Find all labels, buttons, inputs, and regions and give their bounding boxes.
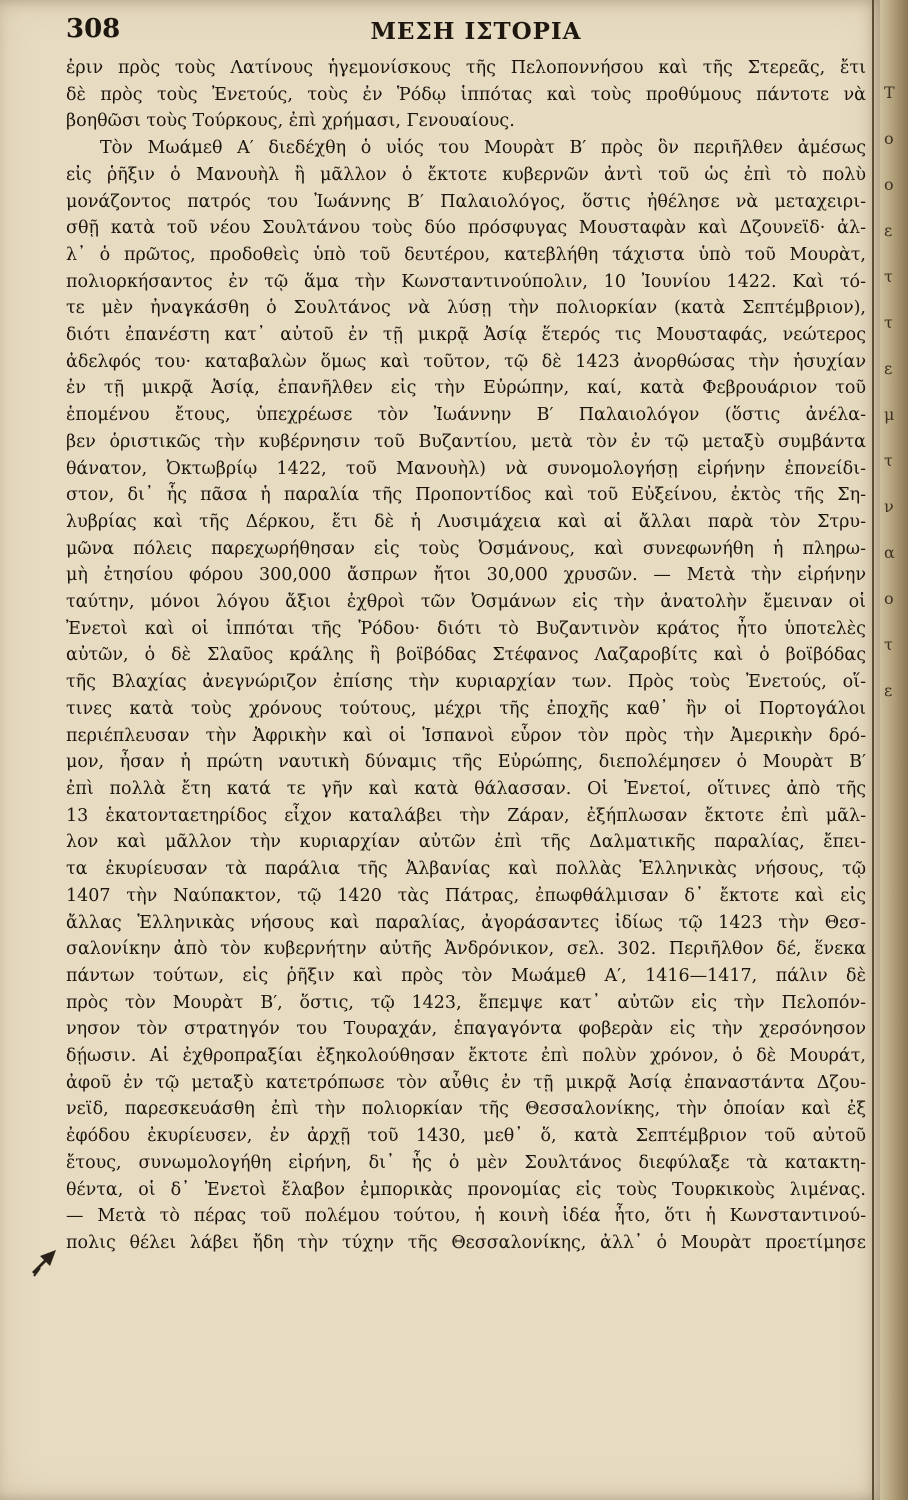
margin-glyph: ε bbox=[884, 359, 893, 378]
text-line: δὲ πρὸς τοὺς Ἐνετούς, τοὺς ἐν Ῥόδῳ ἱππότας καὶ τοὺς προθύμους πάντοτε νὰ bbox=[66, 84, 866, 105]
text-line: ταύτην, μόνοι λόγου ἄξιοι ἐχθροὶ τῶν Ὀσμάνων εἰς τὴν ἀνατολὴν ἔμειναν οἱ bbox=[66, 592, 866, 613]
text-line: θέντα, οἱ δ᾿ Ἐνετοὶ ἔλαβον ἐμπορικὰς προνομίας εἰς τοὺς Τουρκικοὺς λιμένας. bbox=[66, 1179, 866, 1200]
margin-glyph: ν bbox=[884, 497, 894, 516]
text-line: βεν ὁριστικῶς τὴν κυβέρνησιν τοῦ Βυζαντίου, μετὰ τὸν ἐν τῷ μεταξὺ συμβάντα bbox=[66, 431, 866, 452]
text-line: ἔτους, συνωμολογήθη εἰρήνη, δι᾿ ἧς ὁ μὲν Σουλτάνος διεφύλαξε τὰ κατακτη- bbox=[66, 1152, 866, 1173]
page-header bbox=[66, 14, 866, 50]
text-line: ἀδελφός του· καταβαλὼν ὅμως καὶ τοῦτον, τῷ δὲ 1423 ἀνορθώσας τὴν ἡσυχίαν bbox=[66, 351, 866, 372]
text-line: σθῇ κατὰ τοῦ νέου Σουλτάνου τοὺς δύο πρόσφυγας Μουσταφὰν καὶ Δζουνεϊδ· ἀλ- bbox=[66, 218, 866, 239]
text-line: μῶνα πόλεις παρεχωρήθησαν εἰς τοὺς Ὀσμάνους, καὶ συνεφωνήθη ἡ πληρω- bbox=[66, 538, 866, 559]
text-line: ἐφόδου ἐκυρίευσεν, ἐν ἀρχῇ τοῦ 1430, μεθ᾿ ὅ, κατὰ Σεπτέμβριον τοῦ αὐτοῦ bbox=[66, 1126, 866, 1147]
text-line: 13 ἑκατονταετηρίδος εἶχον καταλάβει τὴν Ζάραν, ἐξήπλωσαν ἔκτοτε ἐπὶ μᾶλ- bbox=[66, 805, 866, 826]
text-line: διότι ἐπανέστη κατ᾿ αὐτοῦ ἐν τῇ μικρᾷ Ἀσίᾳ ἕτερός τις Μουσταφάς, νεώτερος bbox=[66, 325, 866, 346]
margin-glyph: Τ bbox=[884, 83, 895, 102]
text-line: περιέπλευσαν τὴν Ἀφρικὴν καὶ οἱ Ἱσπανοὶ εὗρον τὸν πρὸς τὴν Ἀμερικὴν δρό- bbox=[66, 725, 866, 746]
text-line: αὐτῶν, ὁ δὲ Σλαῦος κράλης ἢ βοϊβόδας Στέφανος Λαζαροβίτς καὶ ὁ βοϊβόδας bbox=[66, 645, 866, 666]
text-line: τῆς Βλαχίας ἀνεγνώριζον ἐπίσης τὴν κυριαρχίαν των. Πρὸς τοὺς Ἐνετούς, οἵ- bbox=[66, 672, 866, 693]
text-line: ἀφοῦ ἐν τῷ μεταξὺ κατετρόπωσε τὸν αὖθις ἐν τῇ μικρᾷ Ἀσίᾳ ἐπαναστάντα Δζου- bbox=[66, 1072, 866, 1093]
text-line: ἐν τῇ μικρᾷ Ἀσίᾳ, ἐπανῆλθεν εἰς τὴν Εὐρώπην, καί, κατὰ Φεβρουάριον τοῦ bbox=[66, 378, 866, 399]
text-line: μὴ ἐτησίου φόρου 300,000 ἄσπρων ἤτοι 30,000 χρυσῶν. — Μετὰ τὴν εἰρήνην bbox=[66, 565, 866, 586]
text-line: πάντων τούτων, εἰς ῥῆξιν καὶ πρὸς τὸν Μωάμεθ Α′, 1416—1417, πάλιν δὲ bbox=[66, 965, 866, 986]
text-line: ἑπομένου ἔτους, ὑπεχρέωσε τὸν Ἰωάννην Β′ Παλαιολόγον (ὅστις ἀνέλα- bbox=[66, 405, 866, 426]
margin-glyph: τ bbox=[884, 313, 893, 332]
text-line: ἐριν πρὸς τοὺς Λατίνους ἡγεμονίσκους τῆς Πελοποννήσου καὶ τῆς Στερεᾶς, ἔτι bbox=[66, 58, 866, 78]
text-line: Τὸν Μωάμεθ Α′ διεδέχθη ὁ υἱός του Μουρὰτ Β′ πρὸς ὃν περιῆλθεν ἀμέσως bbox=[100, 138, 866, 159]
margin-glyph: μ bbox=[884, 405, 895, 424]
page-edge-line bbox=[872, 0, 874, 1500]
pencil-mark-icon bbox=[30, 1246, 62, 1278]
text-line: τε μὲν ἠναγκάσθη ὁ Σουλτάνος νὰ λύσῃ τὴν πολιορκίαν (κατὰ Σεπτέμβριον), bbox=[66, 298, 866, 319]
text-line: μονάζοντος πατρός του Ἰωάννης Β′ Παλαιολόγος, ὅστις ἠθέλησε νὰ μεταχειρι- bbox=[66, 191, 866, 212]
text-line: πολις θέλει λάβει ἤδη τὴν τύχην τῆς Θεσσαλονίκης, ἀλλ᾿ ὁ Μουρὰτ προετίμησε bbox=[66, 1232, 866, 1253]
margin-glyph: α bbox=[884, 543, 895, 562]
text-line: λυβρίας καὶ τῆς Δέρκου, ἔτι δὲ ἡ Λυσιμάχεια καὶ αἱ ἄλλαι παρὰ τὸν Στρυ- bbox=[66, 511, 866, 532]
text-line: 1407 τὴν Ναύπακτον, τῷ 1420 τὰς Πάτρας, ἐπωφθάλμισαν δ᾿ ἔκτοτε καὶ εἰς bbox=[66, 885, 866, 906]
text-line: — Μετὰ τὸ πέρας τοῦ πολέμου τούτου, ἡ κοινὴ ἰδέα ἦτο, ὅτι ἡ Κωνσταντινού- bbox=[66, 1206, 866, 1227]
margin-glyph: ε bbox=[884, 221, 893, 240]
margin-glyph: τ bbox=[884, 635, 893, 654]
text-line: νησον τὸν στρατηγόν του Τουραχάν, ἐπαγαγόντα φοβερὰν εἰς τὴν χερσόνησον bbox=[66, 1019, 866, 1040]
text-line: στον, δι᾿ ἧς πᾶσα ἡ παραλία τῆς Προποντίδος καὶ τοῦ Εὐξείνου, ἐκτὸς τῆς Ση- bbox=[66, 485, 866, 506]
text-line: σαλονίκην ἀπὸ τὸν κυβερνήτην αὐτῆς Ἀνδρόνικον, σελ. 302. Περιῆλθον δέ, ἕνεκα bbox=[66, 939, 866, 960]
margin-edge-glyphs bbox=[884, 70, 904, 714]
text-line: εἰς ῥῆξιν ὁ Μανουὴλ ἢ μᾶλλον ὁ ἔκτοτε κυβερνῶν ἀντὶ τοῦ ὡς ἐπὶ τὸ πολὺ bbox=[66, 164, 866, 185]
margin-glyph: τ bbox=[884, 267, 893, 286]
text-line: θάνατον, Ὀκτωβρίῳ 1422, τοῦ Μανουὴλ) νὰ συνομολογήσῃ εἰρήνην ἐπονείδι- bbox=[66, 458, 866, 479]
text-line: ἄλλας Ἑλληνικὰς νήσους καὶ παραλίας, ἀγοράσαντες ἰδίως τῷ 1423 τὴν Θεσ- bbox=[66, 912, 866, 933]
text-line: βοηθῶσι τοὺς Τούρκους, ἐπὶ χρήμασι, Γενουαίους. bbox=[66, 111, 515, 132]
text-line: πρὸς τὸν Μουρὰτ Β′, ὅστις, τῷ 1423, ἔπεμψε κατ᾿ αὐτῶν εἰς τὴν Πελοπόν- bbox=[66, 992, 866, 1013]
margin-glyph: ο bbox=[884, 589, 894, 608]
text-line: Ἐνετοὶ καὶ οἱ ἱππόται τῆς Ῥόδου· διότι τὸ Βυζαντινὸν κράτος ἦτο ὑποτελὲς bbox=[66, 618, 866, 639]
page-number: 308 bbox=[66, 14, 121, 44]
margin-glyph: τ bbox=[884, 451, 893, 470]
text-line: μον, ἦσαν ἡ πρώτη ναυτικὴ δύναμις τῆς Εὐρώπης, διεπολέμησεν ὁ Μουρὰτ Β′ bbox=[66, 752, 866, 773]
text-line: τινες κατὰ τοὺς χρόνους τούτους, μέχρι τῆς ἐποχῆς καθ᾿ ἣν οἱ Πορτογάλοι bbox=[66, 698, 866, 719]
text-line: πολιορκήσαντος ἐν τῷ ἅμα τὴν Κωνσταντινούπολιν, 10 Ἰουνίου 1422. Καὶ τό- bbox=[66, 271, 866, 292]
margin-glyph: ο bbox=[884, 175, 894, 194]
text-line: ἐπὶ πολλὰ ἔτη κατά τε γῆν καὶ κατὰ θάλασσαν. Οἱ Ἐνετοί, οἵτινες ἀπὸ τῆς bbox=[66, 778, 866, 799]
running-title: ΜΕΣΗ ΙΣΤΟΡΙΑ bbox=[370, 18, 582, 45]
text-line: λον καὶ μᾶλλον τὴν κυριαρχίαν αὐτῶν ἐπὶ τῆς Δαλματικῆς παραλίας, ἔπει- bbox=[66, 832, 866, 853]
margin-glyph: ε bbox=[884, 681, 893, 700]
text-line: λ᾿ ὁ πρῶτος, προδοθεὶς ὑπὸ τοῦ δευτέρου, κατεβλήθη τάχιστα ὑπὸ τοῦ Μουρὰτ, bbox=[66, 244, 866, 265]
text-line: δῄωσιν. Αἱ ἐχθροπραξίαι ἐξηκολούθησαν ἔκτοτε ἐπὶ πολὺν χρόνον, ὁ δὲ Μουράτ, bbox=[66, 1046, 866, 1067]
body-text bbox=[66, 55, 866, 1257]
margin-glyph: ο bbox=[884, 129, 894, 148]
text-line: νεϊδ, παρεσκευάσθη ἐπὶ τὴν πολιορκίαν τῆς Θεσσαλονίκης, τὴν ὁποίαν καὶ ἐξ bbox=[66, 1099, 866, 1120]
text-line: τα ἐκυρίευσαν τὰ παράλια τῆς Ἀλβανίας καὶ πολλὰς Ἑλληνικὰς νήσους, τῷ bbox=[66, 859, 866, 880]
